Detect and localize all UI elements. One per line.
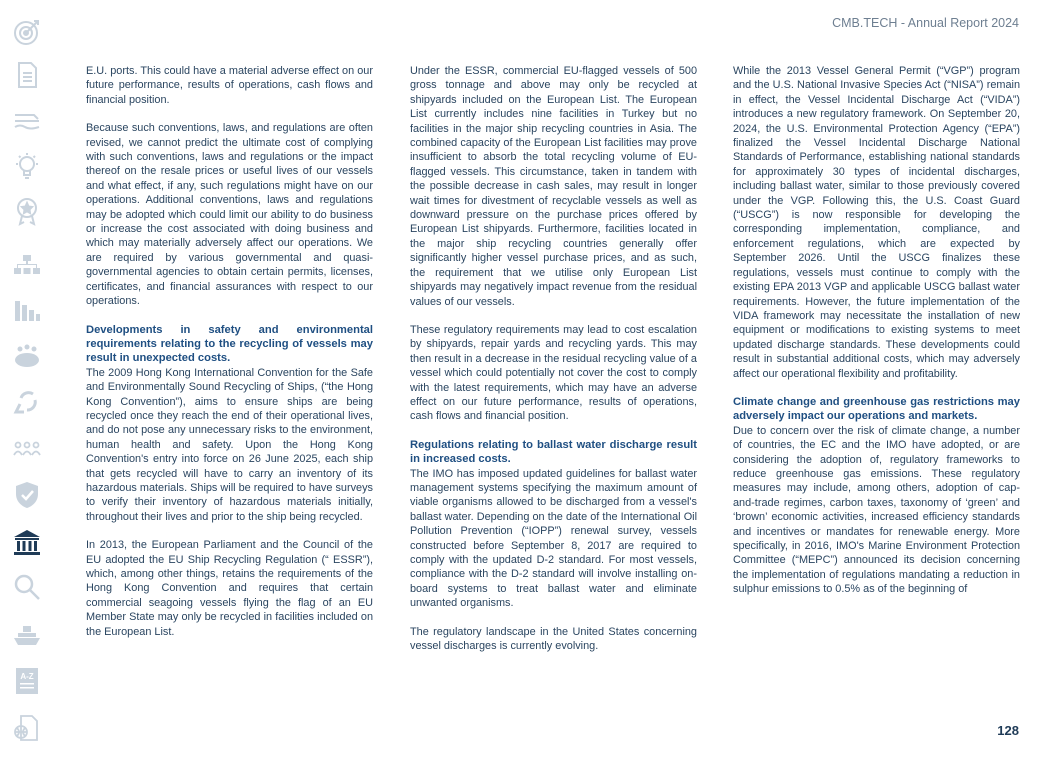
target-icon[interactable] <box>12 17 42 47</box>
a-z-glossary-icon[interactable] <box>12 666 42 696</box>
section-heading: Regulations relating to ballast water discharge result in increased costs. <box>410 438 697 466</box>
shield-check-icon[interactable] <box>12 480 42 510</box>
meeting-table-icon[interactable] <box>12 341 42 371</box>
lightbulb-icon[interactable] <box>12 151 42 181</box>
glossary-label: A-Z <box>20 672 34 681</box>
paragraph: These regulatory requirements may lead to cost escalation by shipyards, repair yards and recycling yards. This may then result in a decrease in the residual recycling value of a vessel which could potentially not cover the cost to comply with the latest requirements, which may have an adverse effect on our future performance, results of operations, cash flows and financial position. <box>410 323 697 423</box>
document-icon[interactable] <box>12 60 42 90</box>
text-column-3 <box>733 64 1020 611</box>
award-badge-icon[interactable] <box>12 196 42 226</box>
paragraph: While the 2013 Vessel General Permit (“VGP”) program and the U.S. National Invasive Species Act (“NISA”) remain in effect, the Vessel Incidental Discharge Act (“VIDA”) introduces a new regulatory framework. On September 20, 2024, the U.S. Environmental Protection Agency (“EPA”) finalized the Vessel Incidental Discharge National Standards of Performance, establishing national standards for approximately 30 types of incidental discharges, including ballast water, similar to those previously covered under the VGP. Following this, the U.S. Coast Guard (“USCG”) is now responsible for developing the corresponding implementation, compliance, and enforcement regulations, which are expected by September 2026. Until the USCG finalizes these regulations, vessels must continue to comply with the existing EPA 2013 VGP and applicable USCG ballast water requirements. However, the future implementation of the VIDA framework may necessitate the installation of new equipment or modifications to existing systems to meet updated discharge standards. These developments could result in substantial additional costs, which may adversely affect our operational flexibility and profitability. <box>733 65 1020 380</box>
paragraph: Because such conventions, laws, and regulations are often revised, we cannot predict the ultimate cost of complying with such conventions, laws and regulations or the impact thereof on the resale prices or useful lives of our vessels and what effect, if any, such regulations might have on our operations. Additional conventions, laws and regulations may be adopted which could limit our ability to do business or increase the cost associated with doing business and which may materially adversely affect our operations. We are required by various governmental and quasi-governmental agencies to obtain certain permits, licenses, certificates, and financial assurances with respect to our operations. <box>86 122 373 308</box>
section-heading: Developments in safety and environmental requirements relating to the recycling of vessels may result in unexpected costs. <box>86 323 373 365</box>
paragraph: Due to concern over the risk of climate change, a number of countries, the EC and the IMO have adopted, or are considering the adoption of, regulatory frameworks to reduce greenhouse gas emissions. These regulatory measures may include, among others, adoption of cap-and-trade regimes, carbon taxes, taxonomy of ‘green’ and ‘brown’ economic activities, increased efficiency standards and incentives or mandates for renewable energy. More specifically, in 2016, IMO's Marine Environment Protection Committee (“MEPC”) announced its decision concerning the implementation of regulations mandating a reduction in sulphur emissions to 0.5% as of the beginning of <box>733 424 1020 596</box>
paragraph: The regulatory landscape in the United States concerning vessel discharges is currently evolving. <box>410 625 697 653</box>
bank-building-icon[interactable] <box>12 528 42 558</box>
sidebar-nav <box>0 0 56 757</box>
text-column-2 <box>410 64 697 667</box>
paragraph: The IMO has imposed updated guidelines for ballast water management systems specifying the maximum amount of viable organisms allowed to be discharged from a vessel's ballast water. Depending on the date of the International Oil Pollution Prevention (“IOPP”) renewal survey, vessels constructed before September 8, 2017 are required to comply with the updated D-2 standard. For most vessels, compliance with the D-2 standard will involve installing on-board systems to treat ballast water and eliminate unwanted organisms. <box>410 467 697 610</box>
ship-icon[interactable] <box>12 620 42 650</box>
org-chart-icon[interactable] <box>12 249 42 279</box>
paragraph: E.U. ports. This could have a material adverse effect on our future performance, results of operations, cash flows and financial position. <box>86 65 373 106</box>
magnifier-icon[interactable] <box>12 572 42 602</box>
people-group-icon[interactable] <box>12 434 42 464</box>
paragraph: The 2009 Hong Kong International Convention for the Safe and Environmentally Sound Recycling of Ships, (“the Hong Kong Convention”), aims to ensure ships are being recycled once they reach the end of their operational lives, and do not pose any unnecessary risks to the environment, human health and safety. Upon the Hong Kong Convention's entry into force on 26 June 2025, each ship that gets recycled will have to carry an inventory of its hazardous materials. Ships will be required to have surveys to verify their inventory of hazardous materials initially, throughout their lives and prior to the ship being recycled. <box>86 366 373 523</box>
page-number: 128 <box>997 723 1019 738</box>
section-heading: Climate change and greenhouse gas restrictions may adversely impact our operations and markets. <box>733 395 1020 423</box>
paragraph: In 2013, the European Parliament and the Council of the EU adopted the EU Ship Recycling Regulation (“ ESSR”), which, among other things, retains the requirements of the Hong Kong Convention and requires that certain commercial seagoing vessels flying the flag of an EU Member State may only be recycled in facilities included on the European List. <box>86 539 373 638</box>
paragraph: Under the ESSR, commercial EU-flagged vessels of 500 gross tonnage and above may only be recycled at shipyards included on the European List. The European List currently includes nine facilities in Turkey but no facilities in the major ship recycling countries in Asia. The combined capacity of the European List facilities may prove insufficient to absorb the total recycling volume of EU-flagged vessels. This circumstance, taken in tandem with the possible decrease in cash sales, may result in longer wait times for divestment of recyclable vessels as well as downward pressure on the purchase prices offered by European List shipyards. Furthermore, facilities located in the major ship recycling countries generally offer significantly higher vessel purchase prices, and as such, the requirement that we utilise only European List shipyards may negatively impact revenue from the residual values of our vessels. <box>410 65 697 308</box>
ship-waves-icon[interactable] <box>12 106 42 136</box>
bar-chart-icon[interactable] <box>12 295 42 325</box>
recycle-hand-icon[interactable] <box>12 386 42 416</box>
globe-document-icon[interactable] <box>12 713 42 743</box>
report-header-title: CMB.TECH - Annual Report 2024 <box>832 16 1019 30</box>
text-column-1 <box>86 64 373 653</box>
